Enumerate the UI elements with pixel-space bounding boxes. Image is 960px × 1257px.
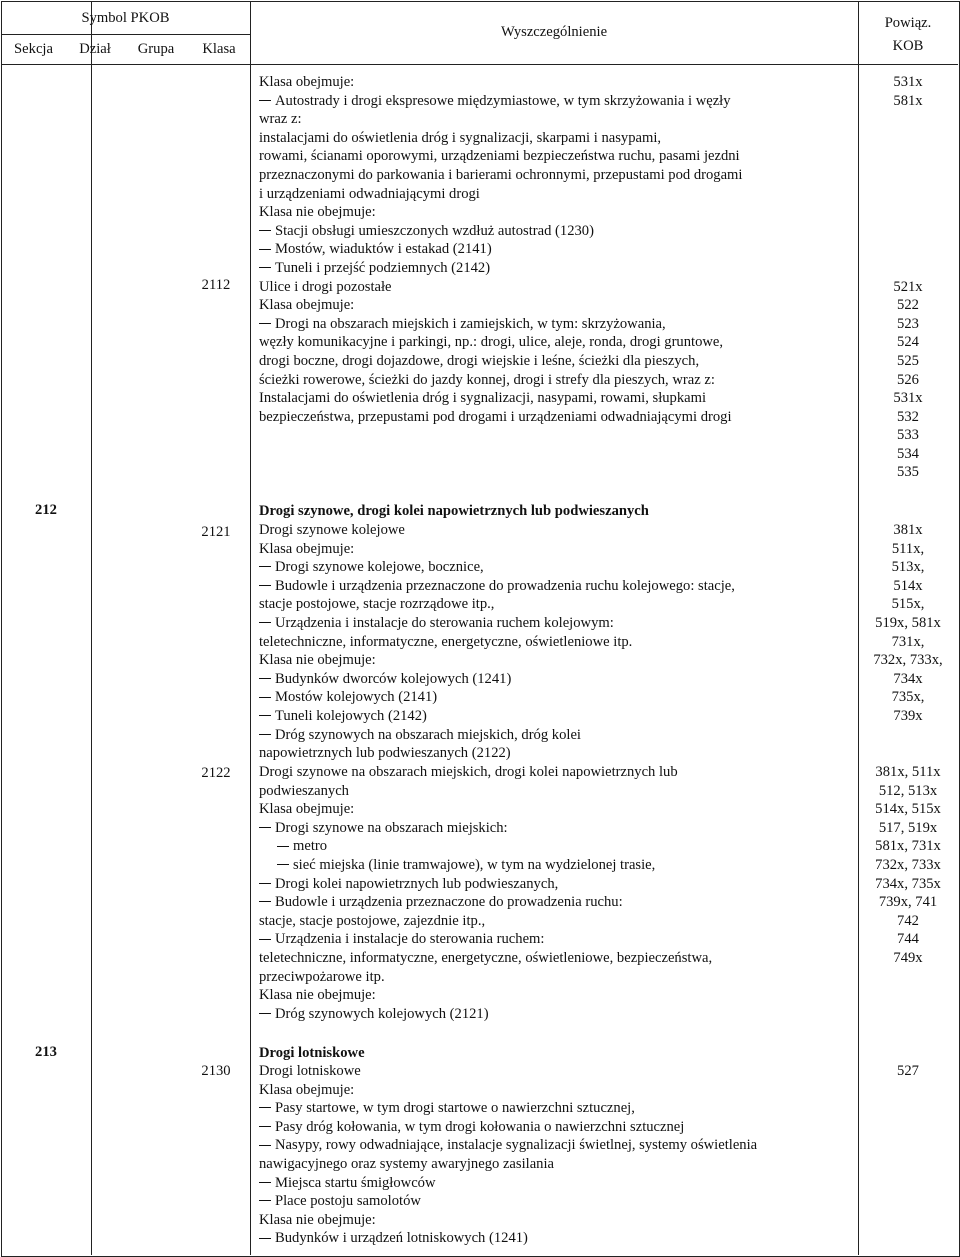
description-line bbox=[259, 240, 859, 259]
description-text: Dróg szynowych kolejowych (2121) bbox=[275, 1005, 489, 1022]
description-text: Tuneli kolejowych (2142) bbox=[275, 707, 427, 724]
description-text: Miejsca startu śmigłowców bbox=[275, 1174, 436, 1191]
description-line bbox=[259, 333, 859, 352]
description-line bbox=[259, 651, 859, 670]
kob-code: 517, 519x bbox=[878, 819, 938, 836]
dash-bullet bbox=[259, 1200, 271, 1201]
kob-code: 511x, bbox=[891, 540, 925, 557]
kob-code: 526 bbox=[897, 371, 919, 388]
description-text: Budynków dworców kolejowych (1241) bbox=[275, 670, 512, 687]
description-text: Stacji obsługi umieszczonych wzdłuż autostrad (1230) bbox=[275, 222, 594, 239]
kob-code: 734x, 735x bbox=[875, 875, 941, 892]
dash-bullet bbox=[259, 1238, 271, 1239]
kob-list bbox=[858, 73, 958, 482]
description-text: Klasa obejmuje: bbox=[259, 540, 355, 557]
kob-code: 534 bbox=[897, 445, 919, 462]
header-rule bbox=[1, 34, 250, 35]
header-klasa: Klasa bbox=[202, 41, 236, 57]
column-rule bbox=[91, 1, 92, 1255]
description-line bbox=[259, 296, 859, 315]
dash-bullet bbox=[259, 1107, 271, 1108]
description-line bbox=[259, 1136, 859, 1155]
dash-bullet bbox=[259, 678, 271, 679]
kob-code: 531x bbox=[893, 390, 923, 407]
description-text: Drogi szynowe kolejowe, bocznice, bbox=[275, 559, 484, 576]
section-title bbox=[259, 1044, 859, 1063]
description-line bbox=[259, 408, 859, 427]
description-line bbox=[259, 1005, 859, 1024]
description-text: teletechniczne, informatyczne, energetyczne, oświetleniowe, bezpieczeństwa, bbox=[259, 949, 713, 966]
description-text: bezpieczeństwa, przepustami pod drogami i urządzeniami odwadniającymi drogi bbox=[259, 408, 732, 425]
kob-code: 739x, 741 bbox=[878, 894, 938, 911]
description-line bbox=[259, 875, 859, 894]
description-line bbox=[259, 92, 859, 111]
description-text: węzły komunikacyjne i parkingi, np.: drogi, ulice, aleje, ronda, drogi gruntowe, bbox=[259, 334, 724, 351]
dash-bullet bbox=[259, 883, 271, 884]
description-text: Drogi szynowe na obszarach miejskich, drogi kolei napowietrznych lub bbox=[259, 764, 678, 780]
dash-bullet bbox=[259, 323, 271, 324]
description-line bbox=[259, 912, 859, 931]
description-line bbox=[259, 203, 859, 222]
kob-list bbox=[858, 521, 958, 726]
description-text: teletechniczne, informatyczne, energetyczne, oświetleniowe itp. bbox=[259, 633, 633, 650]
description-line bbox=[259, 633, 859, 652]
dash-bullet bbox=[259, 249, 271, 250]
description-line bbox=[259, 389, 859, 408]
kob-code: 381x bbox=[893, 522, 923, 538]
description-text: Drogi szynowe na obszarach miejskich: bbox=[275, 819, 508, 836]
kob-code: 732x, 733x bbox=[875, 856, 941, 873]
description-block bbox=[259, 763, 859, 1023]
kob-code: 535 bbox=[897, 464, 919, 481]
description-line bbox=[259, 1155, 859, 1174]
description-text: Klasa nie obejmuje: bbox=[259, 652, 376, 669]
description-line bbox=[259, 540, 859, 559]
description-text: Dróg szynowych na obszarach miejskich, dróg kolei bbox=[275, 726, 581, 743]
dash-bullet bbox=[259, 1013, 271, 1014]
description-line bbox=[259, 800, 859, 819]
dash-bullet bbox=[259, 939, 271, 940]
kob-code: 749x bbox=[893, 949, 923, 966]
description-text: napowietrznych lub podwieszanych (2122) bbox=[259, 745, 511, 762]
kob-code: 739x bbox=[893, 707, 923, 724]
description-line bbox=[259, 1099, 859, 1118]
description-text: Klasa nie obejmuje: bbox=[259, 204, 376, 221]
description-line bbox=[259, 110, 859, 129]
header-rule bbox=[1, 64, 958, 65]
description-line bbox=[259, 1062, 859, 1081]
description-text: Mostów kolejowych (2141) bbox=[275, 689, 438, 706]
kob-code bbox=[858, 259, 958, 278]
dash-bullet bbox=[259, 100, 271, 101]
dash-bullet bbox=[259, 1145, 271, 1146]
kob-code bbox=[858, 110, 958, 129]
description-line bbox=[259, 259, 859, 278]
klasa-code: 2122 bbox=[201, 765, 231, 781]
description-text: Autostrady i drogi ekspresowe międzymiastowe, w tym skrzyżowania i węzły bbox=[275, 92, 731, 109]
description-line bbox=[259, 147, 859, 166]
description-line bbox=[259, 278, 859, 297]
description-line bbox=[259, 1118, 859, 1137]
description-text: stacje postojowe, stacje rozrządowe itp., bbox=[259, 596, 495, 613]
description-line bbox=[259, 707, 859, 726]
description-text: Pasy startowe, w tym drogi startowe o nawierzchni sztucznej, bbox=[275, 1100, 635, 1117]
description-text: podwieszanych bbox=[259, 782, 349, 799]
description-line bbox=[259, 222, 859, 241]
kob-list bbox=[858, 1062, 958, 1081]
kob-code: 514x, 515x bbox=[875, 801, 941, 818]
description-line bbox=[259, 782, 859, 801]
kob-code: 732x, 733x, bbox=[873, 652, 943, 669]
kob-code: 521x bbox=[893, 278, 923, 295]
kob-code: 522 bbox=[897, 297, 919, 314]
dash-bullet bbox=[259, 715, 271, 716]
description-text: przeznaczonymi do parkowania i barierami ochronnymi, przepustami pod drogami bbox=[259, 166, 743, 183]
dash-bullet bbox=[259, 267, 271, 268]
header-kob: KOB bbox=[892, 38, 924, 54]
description-text: przeciwpożarowe itp. bbox=[259, 968, 385, 985]
description-line bbox=[259, 1192, 859, 1211]
description-block bbox=[259, 1062, 859, 1248]
description-line bbox=[259, 73, 859, 92]
description-text: drogi boczne, drogi dojazdowe, drogi wiejskie i leśne, ścieżki dla pieszych, bbox=[259, 352, 700, 369]
description-line bbox=[259, 726, 859, 745]
description-text: nawigacyjnego oraz systemy awaryjnego zasilania bbox=[259, 1155, 555, 1172]
description-line bbox=[259, 614, 859, 633]
description-line bbox=[259, 986, 859, 1005]
kob-code: 581x bbox=[893, 92, 923, 109]
dash-bullet bbox=[259, 734, 271, 735]
description-text: rowami, ścianami oporowymi, urządzeniami bezpieczeństwa ruchu, pasami jezdni bbox=[259, 148, 740, 165]
description-text: ścieżki rowerowe, ścieżki do jazdy konnej, drogi i strefy dla pieszych, wraz z: bbox=[259, 371, 715, 388]
dash-bullet bbox=[259, 1182, 271, 1183]
description-text: wraz z: bbox=[259, 111, 302, 128]
description-line bbox=[259, 688, 859, 707]
description-text: Tuneli i przejść podziemnych (2142) bbox=[275, 259, 491, 276]
kob-code: 532 bbox=[897, 408, 919, 425]
description-text: Budowle i urządzenia przeznaczone do prowadzenia ruchu kolejowego: stacje, bbox=[275, 577, 735, 594]
kob-code: 381x, 511x bbox=[875, 764, 941, 780]
kob-code: 581x, 731x bbox=[875, 838, 941, 855]
kob-code: 523 bbox=[897, 315, 919, 332]
klasa-code: 2130 bbox=[201, 1063, 231, 1079]
dash-bullet bbox=[259, 566, 271, 567]
dash-bullet bbox=[259, 827, 271, 828]
description-text: Drogi szynowe kolejowe bbox=[259, 522, 405, 538]
description-text: Klasa obejmuje: bbox=[259, 1081, 355, 1098]
description-line bbox=[259, 315, 859, 334]
kob-code bbox=[858, 129, 958, 148]
description-line bbox=[259, 949, 859, 968]
description-text: i urządzeniami odwadniającymi drogi bbox=[259, 185, 480, 202]
klasa-code: 2112 bbox=[201, 277, 231, 293]
header-sekcja: Sekcja bbox=[14, 41, 53, 57]
description-line bbox=[259, 371, 859, 390]
description-line bbox=[259, 930, 859, 949]
description-text: Klasa obejmuje: bbox=[259, 801, 355, 818]
description-line bbox=[259, 856, 859, 875]
dash-bullet bbox=[277, 864, 289, 865]
column-rule bbox=[250, 1, 251, 1255]
description-line bbox=[259, 1174, 859, 1193]
header-symbol-pkob: Symbol PKOB bbox=[81, 10, 170, 26]
description-line bbox=[259, 129, 859, 148]
kob-code: 524 bbox=[897, 334, 919, 351]
kob-code: 514x bbox=[893, 577, 923, 594]
description-block bbox=[259, 521, 859, 763]
description-text: Nasypy, rowy odwadniające, instalacje sygnalizacji świetlnej, systemy oświetlenia bbox=[275, 1137, 758, 1154]
description-text: Drogi kolei napowietrznych lub podwieszanych, bbox=[275, 875, 559, 892]
kob-code: 519x, 581x bbox=[875, 614, 941, 631]
description-line bbox=[259, 1211, 859, 1230]
kob-code: 742 bbox=[897, 912, 919, 929]
dash-bullet bbox=[259, 1126, 271, 1127]
description-text: Klasa nie obejmuje: bbox=[259, 1211, 376, 1228]
kob-code bbox=[858, 166, 958, 185]
description-text: Klasa obejmuje: bbox=[259, 297, 355, 314]
kob-code: 515x, bbox=[891, 596, 925, 613]
dash-bullet bbox=[259, 697, 271, 698]
description-text: Pasy dróg kołowania, w tym drogi kołowania o nawierzchni sztucznej bbox=[275, 1118, 685, 1135]
description-text: Klasa obejmuje: bbox=[259, 74, 355, 90]
kob-code bbox=[858, 203, 958, 222]
description-text: Ulice i drogi pozostałe bbox=[259, 278, 392, 295]
description-line bbox=[259, 1081, 859, 1100]
description-line bbox=[259, 819, 859, 838]
description-line bbox=[259, 577, 859, 596]
section-title-text: Drogi szynowe, drogi kolei napowietrznych lub podwieszanych bbox=[259, 503, 649, 519]
sekcja-code: 213 bbox=[35, 1044, 57, 1060]
description-text: Urządzenia i instalacje do sterowania ruchem kolejowym: bbox=[275, 614, 614, 631]
kob-code bbox=[858, 185, 958, 204]
header-grupa: Grupa bbox=[137, 41, 175, 57]
description-text: instalacjami do oświetlenia dróg i sygnalizacji, skarpami i nasypami, bbox=[259, 129, 662, 146]
dash-bullet bbox=[259, 230, 271, 231]
description-text: Urządzenia i instalacje do sterowania ruchem: bbox=[275, 931, 545, 948]
dash-bullet bbox=[259, 901, 271, 902]
description-line bbox=[259, 352, 859, 371]
description-block bbox=[259, 73, 859, 426]
kob-list bbox=[858, 763, 958, 968]
kob-code: 731x, bbox=[891, 633, 925, 650]
kob-code bbox=[858, 222, 958, 241]
description-text: Mostów, wiaduktów i estakad (2141) bbox=[275, 241, 492, 258]
description-line bbox=[259, 558, 859, 577]
description-line bbox=[259, 670, 859, 689]
dash-bullet bbox=[277, 846, 289, 847]
description-text: Klasa nie obejmuje: bbox=[259, 987, 376, 1004]
description-text: Budowle i urządzenia przeznaczone do prowadzenia ruchu: bbox=[275, 894, 623, 911]
description-text: stacje, stacje postojowe, zajezdnie itp., bbox=[259, 912, 486, 929]
description-line bbox=[259, 1229, 859, 1248]
description-text: Place postoju samolotów bbox=[275, 1193, 421, 1210]
kob-code: 735x, bbox=[891, 689, 925, 706]
kob-code: 512, 513x bbox=[878, 782, 938, 799]
description-line bbox=[259, 521, 859, 540]
kob-code: 533 bbox=[897, 427, 919, 444]
section-title-text: Drogi lotniskowe bbox=[259, 1045, 365, 1061]
description-line bbox=[259, 968, 859, 987]
kob-code: 744 bbox=[897, 931, 919, 948]
description-text: Drogi na obszarach miejskich i zamiejskich, w tym: skrzyżowania, bbox=[275, 315, 666, 332]
dash-bullet bbox=[259, 622, 271, 623]
header-wyszczegolnienie: Wyszczególnienie bbox=[500, 24, 608, 40]
kob-code: 527 bbox=[897, 1063, 919, 1079]
description-text: metro bbox=[293, 838, 328, 855]
kob-code bbox=[858, 240, 958, 259]
kob-code bbox=[858, 147, 958, 166]
description-line bbox=[259, 837, 859, 856]
description-line bbox=[259, 763, 859, 782]
description-line bbox=[259, 595, 859, 614]
description-line bbox=[259, 893, 859, 912]
description-text: Drogi lotniskowe bbox=[259, 1063, 361, 1079]
description-text: sieć miejska (linie tramwajowe), w tym na wydzielonej trasie, bbox=[293, 856, 656, 873]
description-text: Instalacjami do oświetlenia dróg i sygnalizacji, nasypami, rowami, słupkami bbox=[259, 390, 707, 407]
sekcja-code: 212 bbox=[35, 502, 57, 518]
description-line bbox=[259, 166, 859, 185]
header-dzial: Dział bbox=[79, 41, 111, 57]
header-powiaz: Powiąz. bbox=[884, 15, 932, 31]
klasa-code: 2121 bbox=[201, 524, 231, 540]
kob-code: 531x bbox=[893, 74, 923, 90]
section-title bbox=[259, 502, 859, 521]
kob-code: 513x, bbox=[891, 559, 925, 576]
kob-code: 525 bbox=[897, 352, 919, 369]
description-line bbox=[259, 185, 859, 204]
description-line bbox=[259, 744, 859, 763]
description-text: Budynków i urządzeń lotniskowych (1241) bbox=[275, 1230, 528, 1247]
kob-code: 734x bbox=[893, 670, 923, 687]
dash-bullet bbox=[259, 585, 271, 586]
